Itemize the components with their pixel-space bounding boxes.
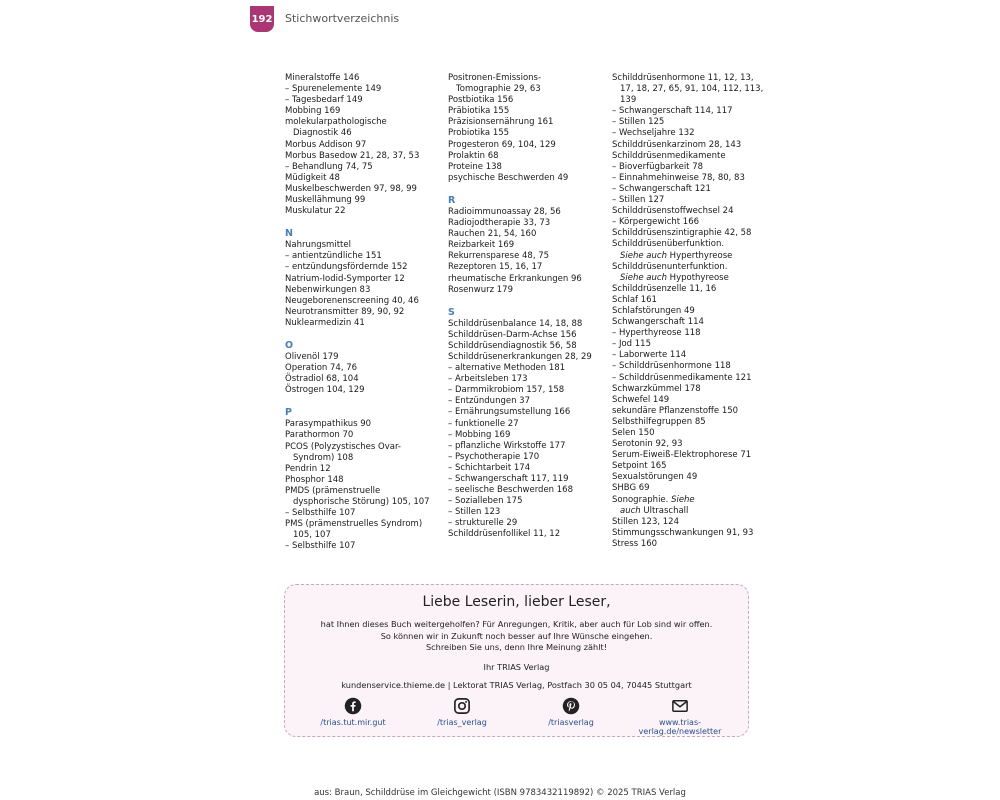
index-entry: Nebenwirkungen 83 [285,284,371,295]
social-links [303,697,730,736]
index-subentry: – Stillen 125 [612,117,774,128]
newsletter-link[interactable] [630,697,730,736]
feedback-contact: kundenservice.thieme.de | Lektorat TRIAS Verlag, Postfach 30 05 04, 70445 Stuttgart [341,679,692,690]
index-subentry: – Körpergewicht 166 [612,217,774,228]
index-subentry: – Schilddrüsenhormone 118 [612,361,774,372]
see-also-label: Siehe auch [620,272,670,283]
index-column-3 [612,73,774,550]
index-entry: Schlaf 161 [612,294,657,305]
index-entry: Muskulatur 22 [285,206,346,217]
feedback-line: hat Ihnen dieses Buch weitergeholfen? Für Anregungen, Kritik, aber auch für Lob sind wir offen. [320,619,713,629]
index-subentry: – Behandlung 74, 75 [285,162,447,173]
index-entry: Prolaktin 68 [448,150,499,161]
pinterest-link[interactable] [521,697,621,736]
see-also-label: Siehe auch [620,250,670,261]
index-subentry: – Schichtarbeit 174 [448,463,610,474]
index-entry: Parasympathikus 90 [285,419,372,430]
page-number-badge: 192 [250,6,274,32]
index-entry: 139 [620,95,637,106]
feedback-line: So können wir in Zukunft noch besser auf Ihre Wünsche eingehen. [380,630,653,641]
index-letter-heading: O [285,339,294,351]
see-also-label: Siehe [671,494,695,505]
index-entry: Schwangerschaft 114 [612,317,704,328]
index-entry: SHBG 69 [612,483,650,494]
index-entry: Phosphor 148 [285,474,344,485]
index-subentry: – Tagesbedarf 149 [285,95,447,106]
index-entry: Östradiol 68, 104 [285,374,359,385]
index-column-1 [285,73,447,552]
feedback-line: Schreiben Sie uns, denn Ihre Meinung zählt! [425,642,608,652]
index-entry: Östrogen 104, 129 [285,385,365,396]
index-subentry: – Mobbing 169 [448,430,610,441]
index-entry: Neurotransmitter 89, 90, 92 [285,306,405,317]
index-entry: auch Ultraschall [620,505,689,516]
index-entry: Schilddrüsenerkrankungen 28, 29 [448,351,592,362]
index-entry: Postbiotika 156 [448,95,514,106]
index-entry: Tomographie 29, 63 [456,84,541,95]
index-subentry: – Jod 115 [612,339,774,350]
index-entry: PMS (prämenstruelles Syndrom) [285,519,423,530]
index-subentry: – Hyperthyreose 118 [612,328,774,339]
index-subentry: – Wechseljahre 132 [612,128,774,139]
index-entry: Radioimmunoassay 28, 56 [448,206,561,217]
index-entry: Selen 150 [612,428,655,438]
instagram-icon [453,697,471,715]
index-subentry: – seelische Beschwerden 168 [448,485,610,496]
index-subentry: – Schilddrüsenmedikamente 121 [612,373,774,384]
index-entry: Schwarzkümmel 178 [612,383,701,394]
index-entry: Mineralstoffe 146 [285,73,360,83]
index-entry: Schilddrüsenunterfunktion. [612,261,728,272]
index-subentry: – pflanzliche Wirkstoffe 177 [448,441,610,452]
index-entry: sekundäre Pflanzenstoffe 150 [612,405,739,416]
index-subentry: – Entzündungen 37 [448,396,610,407]
index-entry: Siehe auch Hypothyreose [620,272,729,283]
feedback-signature: Ihr TRIAS Verlag [483,661,550,672]
index-entry: Stimmungsschwankungen 91, 93 [612,527,754,538]
index-entry: Probiotika 155 [448,128,510,139]
reader-feedback-box [284,584,749,737]
index-entry: Serum-Eiweiß-Elektrophorese 71 [612,450,752,461]
mail-icon [671,697,689,715]
index-subentry: – strukturelle 29 [448,518,610,529]
facebook-icon [344,697,362,715]
index-entry: Präbiotika 155 [448,106,510,117]
index-subentry: – entzündungsfördernde 152 [285,262,447,273]
index-subentry: – Stillen 123 [448,507,610,518]
index-entry: Radiojodtherapie 33, 73 [448,218,551,229]
index-entry: Müdigkeit 48 [285,172,340,183]
index-entry: Schwefel 149 [612,394,670,405]
index-subentry: – Schwangerschaft 121 [612,184,774,195]
index-entry: Pendrin 12 [285,463,331,474]
index-entry: Nuklearmedizin 41 [285,317,365,328]
index-entry: Siehe auch Hyperthyreose [620,250,733,261]
index-entry: Schilddrüsenkarzinom 28, 143 [612,139,742,150]
index-subentry: – Sozialleben 175 [448,496,610,507]
index-entry: Schilddrüsenmedikamente [612,150,726,161]
facebook-label[interactable]: /trias.tut.mir.gut [320,718,386,727]
index-letter-heading: R [448,194,456,206]
feedback-text [285,619,748,654]
index-subentry: – alternative Methoden 181 [448,363,610,374]
index-letter-heading: N [285,228,293,240]
instagram-label[interactable]: /trias_verlag [437,718,487,727]
index-entry: Muskelbeschwerden 97, 98, 99 [285,183,417,194]
index-entry: Rosenwurz 179 [448,284,513,295]
index-entry: molekularpathologische [285,117,387,128]
index-entry: Schilddrüsenstoffwechsel 24 [612,206,734,217]
index-entry: Schilddrüsenhormone 11, 12, 13, [612,73,754,83]
index-subentry: – Schwangerschaft 114, 117 [612,106,774,117]
index-subentry: – funktionelle 27 [448,419,610,430]
see-also-label: auch [620,505,644,516]
index-entry: Proteine 138 [448,161,502,172]
index-entry: psychische Beschwerden 49 [448,172,569,183]
index-entry: Schilddrüsenszintigraphie 42, 58 [612,228,752,239]
index-entry: Positronen-Emissions- [448,73,542,83]
index-entry: Schlafstörungen 49 [612,305,695,316]
page-title: Stichwortverzeichnis [285,12,400,25]
index-subentry: – Bioverfügbarkeit 78 [612,162,774,173]
instagram-link[interactable] [412,697,512,736]
index-subentry: – Darmmikrobiom 157, 158 [448,385,610,396]
index-entry: Rauchen 21, 54, 160 [448,229,537,240]
index-subentry: – Selbsthilfe 107 [285,508,447,519]
index-entry: Stress 160 [612,538,658,549]
index-entry: PCOS (Polyzystisches Ovar- [285,441,401,452]
index-entry: Progesteron 69, 104, 129 [448,139,556,150]
index-entry: Morbus Basedow 21, 28, 37, 53 [285,150,420,161]
index-entry: Schilddrüsenbalance 14, 18, 88 [448,318,583,329]
index-entry: Schilddrüsenüberfunktion. [612,239,725,250]
index-subentry: – Psychotherapie 170 [448,452,610,463]
index-subentry: – Ernährungsumstellung 166 [448,407,610,418]
facebook-link[interactable] [303,697,403,736]
index-entry: Reizbarkeit 169 [448,240,515,251]
index-entry: Rezeptoren 15, 16, 17 [448,262,543,273]
index-subentry: – Stillen 127 [612,195,774,206]
index-entry: Operation 74, 76 [285,363,358,374]
index-subentry: – Arbeitsleben 173 [448,374,610,385]
index-entry: Parathormon 70 [285,430,354,441]
index-entry: Natrium-Iodid-Symporter 12 [285,273,405,284]
index-subentry: – Selbsthilfe 107 [285,541,447,552]
pinterest-label[interactable]: /triasverlag [548,718,594,727]
index-entry: 105, 107 [293,530,331,541]
index-entry: Neugeborenenscreening 40, 46 [285,295,419,306]
index-entry: Serotonin 92, 93 [612,439,683,450]
feedback-title: Liebe Leserin, lieber Leser, [422,594,611,610]
index-column-2 [448,73,610,541]
index-entry: Präzisionsernährung 161 [448,117,554,128]
index-entry: 17, 18, 27, 65, 91, 104, 112, 113, [620,84,764,95]
index-entry: Schilddrüsen-Darm-Achse 156 [448,329,577,340]
newsletter-label[interactable]: www.trias-verlag.de/newsletter [638,718,722,736]
index-entry: Schilddrüsenzelle 11, 16 [612,283,717,294]
index-entry: Morbus Addison 97 [285,139,367,150]
index-subentry: – antientzündliche 151 [285,251,447,262]
index-entry: Schilddrüsenfollikel 11, 12 [448,529,561,540]
source-footer: aus: Braun, Schilddrüse im Gleichgewicht (ISBN 9783432119892) © 2025 TRIAS Verlag [314,788,686,798]
index-entry: Diagnostik 46 [293,128,352,139]
index-subentry: – Spurenelemente 149 [285,84,447,95]
index-entry: Schilddrüsendiagnostik 56, 58 [448,340,577,351]
index-entry: Olivenöl 179 [285,351,339,362]
index-entry: Syndrom) 108 [293,452,354,463]
index-entry: Rekurrensparese 48, 75 [448,251,550,262]
index-entry: dysphorische Störung) 105, 107 [293,497,430,507]
index-entry: Stillen 123, 124 [612,516,679,527]
index-entry: Setpoint 165 [612,461,667,472]
index-entry: Nahrungsmittel [285,240,351,251]
index-entry: PMDS (prämenstruelle [285,485,381,496]
index-letter-heading: P [285,407,292,419]
index-entry: Mobbing 169 [285,106,341,117]
pinterest-icon [562,697,580,715]
index-entry: Sonographie. Siehe [612,494,695,505]
index-entry: rheumatische Erkrankungen 96 [448,273,582,284]
index-entry: Sexualstörungen 49 [612,472,698,483]
index-letter-heading: S [448,306,455,318]
index-subentry: – Schwangerschaft 117, 119 [448,474,610,485]
index-subentry: – Einnahmehinweise 78, 80, 83 [612,173,774,184]
index-entry: Muskellähmung 99 [285,195,366,206]
index-entry: Selbsthilfegruppen 85 [612,416,706,427]
index-subentry: – Laborwerte 114 [612,350,774,361]
